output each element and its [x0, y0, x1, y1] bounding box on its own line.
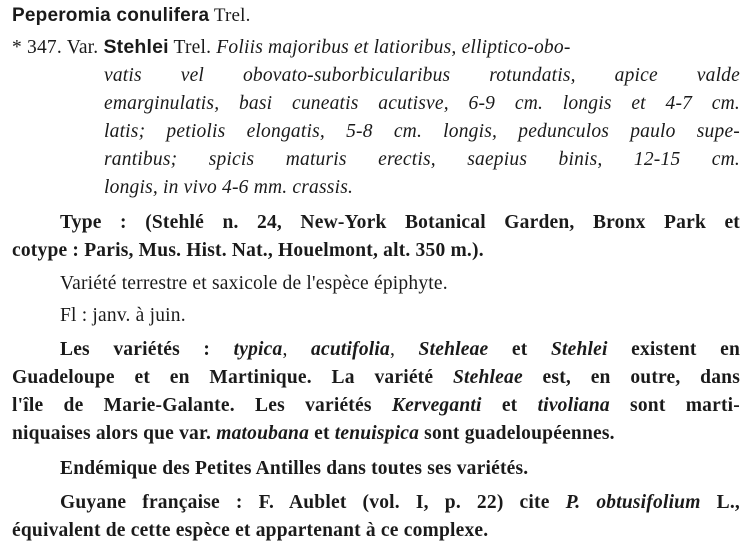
endemique-paragraph: Endémique des Petites Antilles dans toutes ses variétés.: [60, 458, 529, 479]
latin-line: latis; petiolis elongatis, 5-8 cm. longis, pedunculos paulo supe-: [104, 121, 740, 142]
entry-line-1: [12, 38, 740, 58]
entry-number: 347.: [27, 37, 62, 58]
variety-kerveganti: Kerveganti: [391, 395, 482, 416]
species-author: Trel.: [213, 5, 251, 26]
entry-marker: *: [12, 37, 22, 58]
variety-stehleae: Stehleae: [418, 339, 489, 360]
type-line: Type : (Stehlé n. 24, New-York Botanical Garden, Bronx Park et: [60, 212, 740, 233]
variety-acutifolia: acutifolia: [311, 339, 390, 360]
variety-author: Trel.: [173, 37, 212, 58]
variety-tenuispica: tenuispica: [334, 423, 420, 444]
variety-stehleae: Stehleae: [452, 367, 523, 388]
guyane-line: Guyane française : F. Aublet (vol. I, p. 22) cite P. obtusifolium L.,: [60, 492, 741, 513]
flowering-paragraph: Fl : janv. à juin.: [60, 305, 186, 326]
variety-name: Stehlei: [103, 36, 169, 58]
variety-typica: typica: [233, 339, 283, 360]
latin-line: longis, in vivo 4-6 mm. crassis.: [104, 177, 354, 198]
variete-paragraph: Variété terrestre et saxicole de l'espèce épiphyte.: [60, 273, 448, 294]
species-heading: [12, 6, 251, 25]
latin-line: emarginulatis, basi cuneatis acutisve, 6-9 cm. longis et 4-7 cm.: [104, 93, 740, 114]
varietes-line: Guadeloupe et en Martinique. La variété Stehleae est, en outre, dans: [12, 367, 741, 388]
varietes-line: niquaises alors que var. matoubana et tenuispica sont guadeloupéennes.: [12, 423, 615, 444]
variety-label: Var.: [66, 37, 99, 58]
latin-line: Foliis majoribus et latioribus, elliptico-obo-: [216, 37, 571, 58]
variety-stehlei: Stehlei: [550, 339, 608, 360]
species-name: Peperomia conulifera: [12, 5, 210, 26]
guyane-line: équivalent de cette espèce et appartenant à ce complexe.: [12, 520, 489, 541]
varietes-line: Les variétés : typica, acutifolia, Stehleae et Stehlei existent en: [60, 339, 740, 360]
species-obtusifolium: P. obtusifolium: [565, 492, 701, 513]
type-line: cotype : Paris, Mus. Hist. Nat., Houelmont, alt. 350 m.).: [12, 240, 484, 261]
variety-matoubana: matoubana: [216, 423, 310, 444]
latin-line: rantibus; spicis maturis erectis, saepius binis, 12-15 cm.: [104, 149, 740, 170]
latin-line: vatis vel obovato-suborbicularibus rotundatis, apice valde: [104, 65, 740, 86]
varietes-line: l'île de Marie-Galante. Les variétés Kerveganti et tivoliana sont marti-: [12, 395, 740, 416]
variety-tivoliana: tivoliana: [537, 395, 610, 416]
